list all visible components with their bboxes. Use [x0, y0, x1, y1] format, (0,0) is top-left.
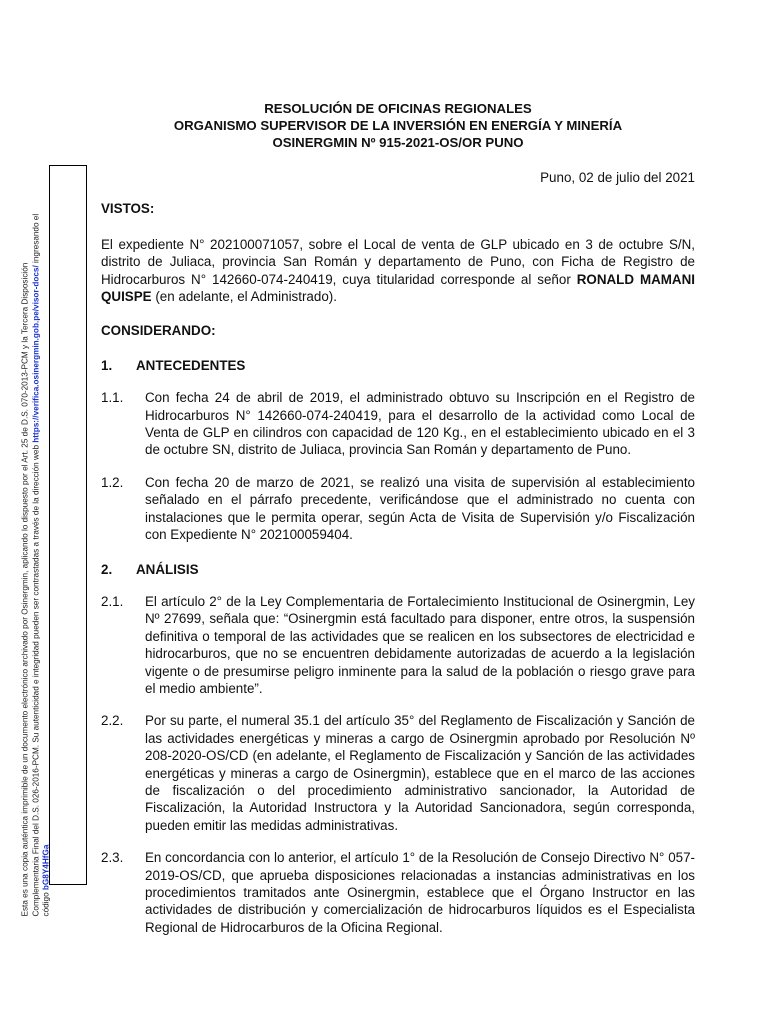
vistos-text-after: (en adelante, el Administrado).: [151, 289, 337, 305]
vistos-text-before: El expediente N° 202100071057, sobre el Local de venta de GLP ubicado en 3 de octubre S/N, distrito de Juliaca, provincia San Román y departamento de Puno, con Ficha de Registro de Hidrocarburos N° 142660-074-240419, cuya titularidad corresponde al señor: [101, 236, 695, 287]
list-item: [101, 389, 695, 459]
item-text: Con fecha 20 de marzo de 2021, se realizó una visita de supervisión al establecimiento señalado en el párrafo precedente, verificándose que el administrado no cuenta con instalaciones que le permita operar, según Acta de Visita de Supervisión y/o Fiscalización con Expediente N° 202100059404.: [145, 474, 695, 543]
section-heading: [101, 357, 695, 374]
list-item: [101, 849, 695, 936]
administrado-name: RONALD MAMANI QUISPE: [101, 271, 695, 305]
side-note-text-part1: Esta es una copia auténtica imprimible de un documento electrónico archivado por Osinergmin, aplicando lo dispuesto por el Art. 25 de D.S. 070-2013-PCM y la Tercera Disposición Complementaria Final del D.S. 026-2016-PCM. Su autenticidad e integridad pueden ser contrastadas a través de la dirección web: [20, 262, 40, 916]
considerando-heading: CONSIDERANDO:: [101, 323, 216, 339]
authenticity-side-note: [20, 165, 87, 916]
side-note-text-part2: ingresando el código: [31, 213, 51, 916]
document-header: [101, 100, 695, 151]
item-text: Con fecha 24 de abril de 2019, el administrado obtuvo su Inscripción en el Registro de Hidrocarburos N° 142660-074-240419, para el desarrollo de la actividad como Local de Venta de GLP en cilindros con capacidad de 120 Kg., en el establecimiento ubicado en el 3 de octubre SN, distrito de Juliaca, provincia San Román y departamento de Puno.: [145, 390, 695, 458]
item-number: 2.3.: [101, 850, 124, 866]
list-item: [101, 474, 695, 544]
item-number: 2.1.: [101, 593, 124, 609]
header-line-3: OSINERGMIN Nº 915-2021-OS/OR PUNO: [272, 135, 524, 150]
section-heading: [101, 561, 695, 578]
item-text: El artículo 2° de la Ley Complementaria de Fortalecimiento Institucional de Osinergmin, Ley Nº 27699, señala que: “Osinergmin está facultado para disponer, entre otros, la suspensión definitiva o temporal de las actividades que se realicen en los subsectores de electricidad e hidrocarburos, que no se encuentren debidamente autorizadas de acuerdo a la legislación vigente o de presumirse peligro inminente para la salud de la población o riesgo grave para el medio ambiente”.: [145, 593, 695, 696]
list-item: [101, 712, 695, 834]
vistos-heading: VISTOS:: [101, 201, 155, 217]
side-note-text: [21, 202, 53, 916]
section-number: 1.: [101, 357, 113, 373]
item-number: 1.2.: [101, 474, 124, 490]
item-number: 2.2.: [101, 713, 124, 729]
verification-code: bG8Y4HfGa: [41, 844, 51, 890]
verification-url-link[interactable]: https://verifica.osinergmin.gob.pe/visor-docs/: [31, 264, 40, 443]
item-number: 1.1.: [101, 390, 124, 406]
item-text: Por su parte, el numeral 35.1 del artículo 35° del Reglamento de Fiscalización y Sanción de las actividades energéticas y mineras a cargo de Osinergmin aprobado por Resolución Nº 208-2020-OS/CD (en adelante, el Reglamento de Fiscalización y Sanción de las actividades energéticas y mineras a cargo de Osinergmin), establece que en el marco de las acciones de fiscalización o del procedimiento administrativo sancionador, la Autoridad de Fiscalización, la Autoridad Instructora y la Autoridad Sancionadora, según corresponda, pueden emitir las medidas administrativas.: [145, 713, 695, 833]
section-number: 2.: [101, 561, 113, 577]
document-body: [101, 100, 695, 936]
header-line-2: ORGANISMO SUPERVISOR DE LA INVERSIÓN EN ENERGÍA Y MINERÍA: [173, 118, 623, 133]
vistos-paragraph: [101, 236, 695, 306]
section-title: ANÁLISIS: [136, 561, 199, 577]
section-title: ANTECEDENTES: [136, 357, 246, 373]
item-text: En concordancia con lo anterior, el artículo 1° de la Resolución de Consejo Directivo N° 057-2019-OS/CD, que aprueba disposiciones relacionadas a instancias administrativas en los procedimientos tramitados ante Osinergmin, establece que el Órgano Instructor en las actividades de distribución y comercialización de hidrocarburos líquidos es el Especialista Regional de Hidrocarburos de la Oficina Regional.: [145, 850, 695, 935]
document-date: Puno, 02 de julio del 2021: [540, 170, 695, 185]
header-line-1: RESOLUCIÓN DE OFICINAS REGIONALES: [264, 101, 532, 116]
list-item: [101, 593, 695, 697]
